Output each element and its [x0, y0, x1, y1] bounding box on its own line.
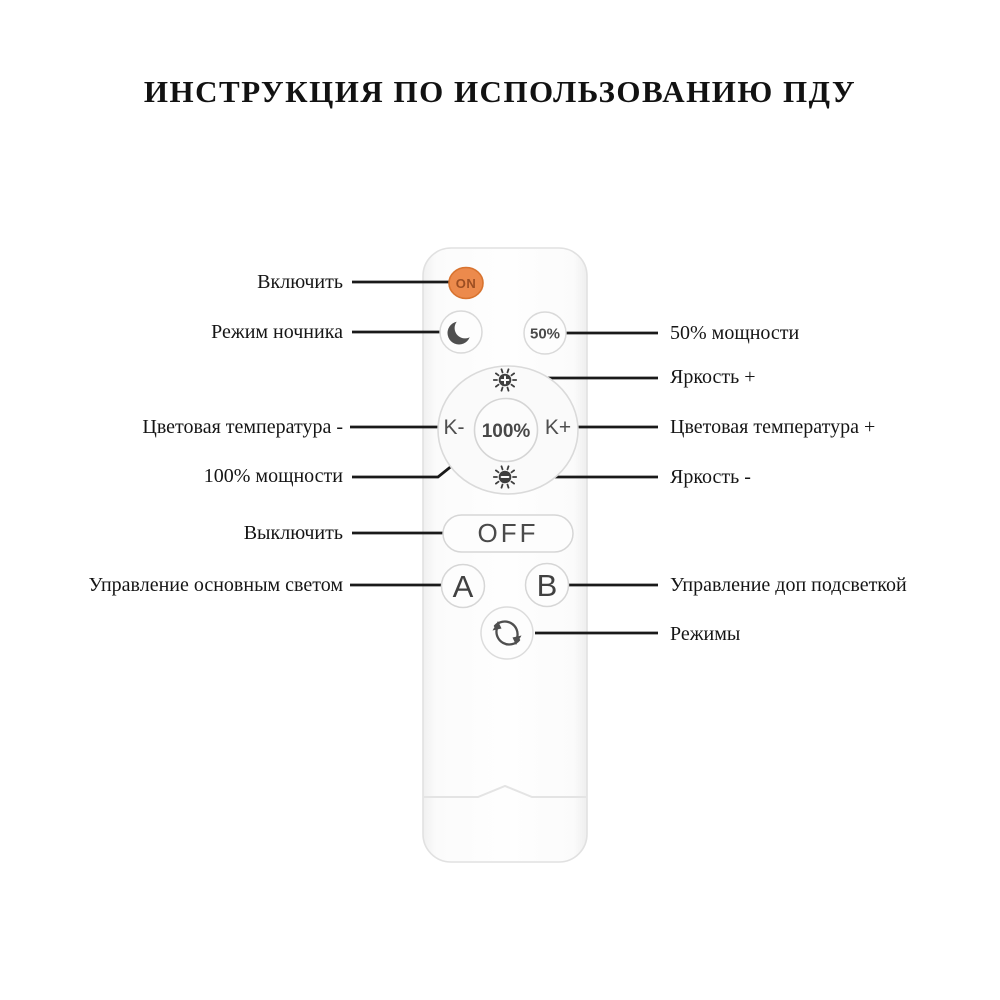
temp-up-button[interactable]: K+: [544, 416, 572, 439]
annotation-half-power: 50% мощности: [670, 322, 800, 344]
half-power-label: 50%: [529, 325, 561, 343]
annotation-main-light: Управление основным светом: [88, 574, 343, 596]
on-button[interactable]: [449, 268, 483, 299]
night-mode-button[interactable]: [440, 311, 482, 353]
annotation-power-on: Включить: [257, 271, 343, 293]
full-power-label: 100%: [481, 421, 531, 442]
channel-a-button[interactable]: [442, 565, 485, 608]
off-button[interactable]: [443, 515, 573, 552]
annotation-full-power: 100% мощности: [203, 465, 343, 487]
off-button-label: OFF: [477, 518, 539, 548]
channel-b-label: B: [536, 568, 558, 603]
on-button-label: ON: [455, 276, 477, 291]
annotation-brightness-minus: Яркость -: [670, 466, 751, 488]
channel-b-button[interactable]: [526, 564, 569, 607]
annotation-power-off: Выключить: [243, 522, 343, 544]
annotation-brightness-plus: Яркость +: [670, 366, 756, 388]
annotation-night-mode: Режим ночника: [211, 321, 343, 343]
full-power-button[interactable]: [475, 399, 538, 462]
page-title: ИНСТРУКЦИЯ ПО ИСПОЛЬЗОВАНИЮ ПДУ: [143, 74, 857, 109]
channel-a-label: A: [452, 569, 474, 604]
annotation-aux-light: Управление доп подсветкой: [670, 574, 907, 596]
annotation-modes: Режимы: [670, 623, 741, 645]
half-power-button[interactable]: [524, 312, 566, 354]
annotation-temp-minus: Цветовая температура -: [142, 416, 343, 438]
annotation-temp-plus: Цветовая температура +: [670, 416, 876, 438]
temp-down-button[interactable]: K-: [443, 416, 465, 439]
modes-button[interactable]: [481, 607, 533, 659]
